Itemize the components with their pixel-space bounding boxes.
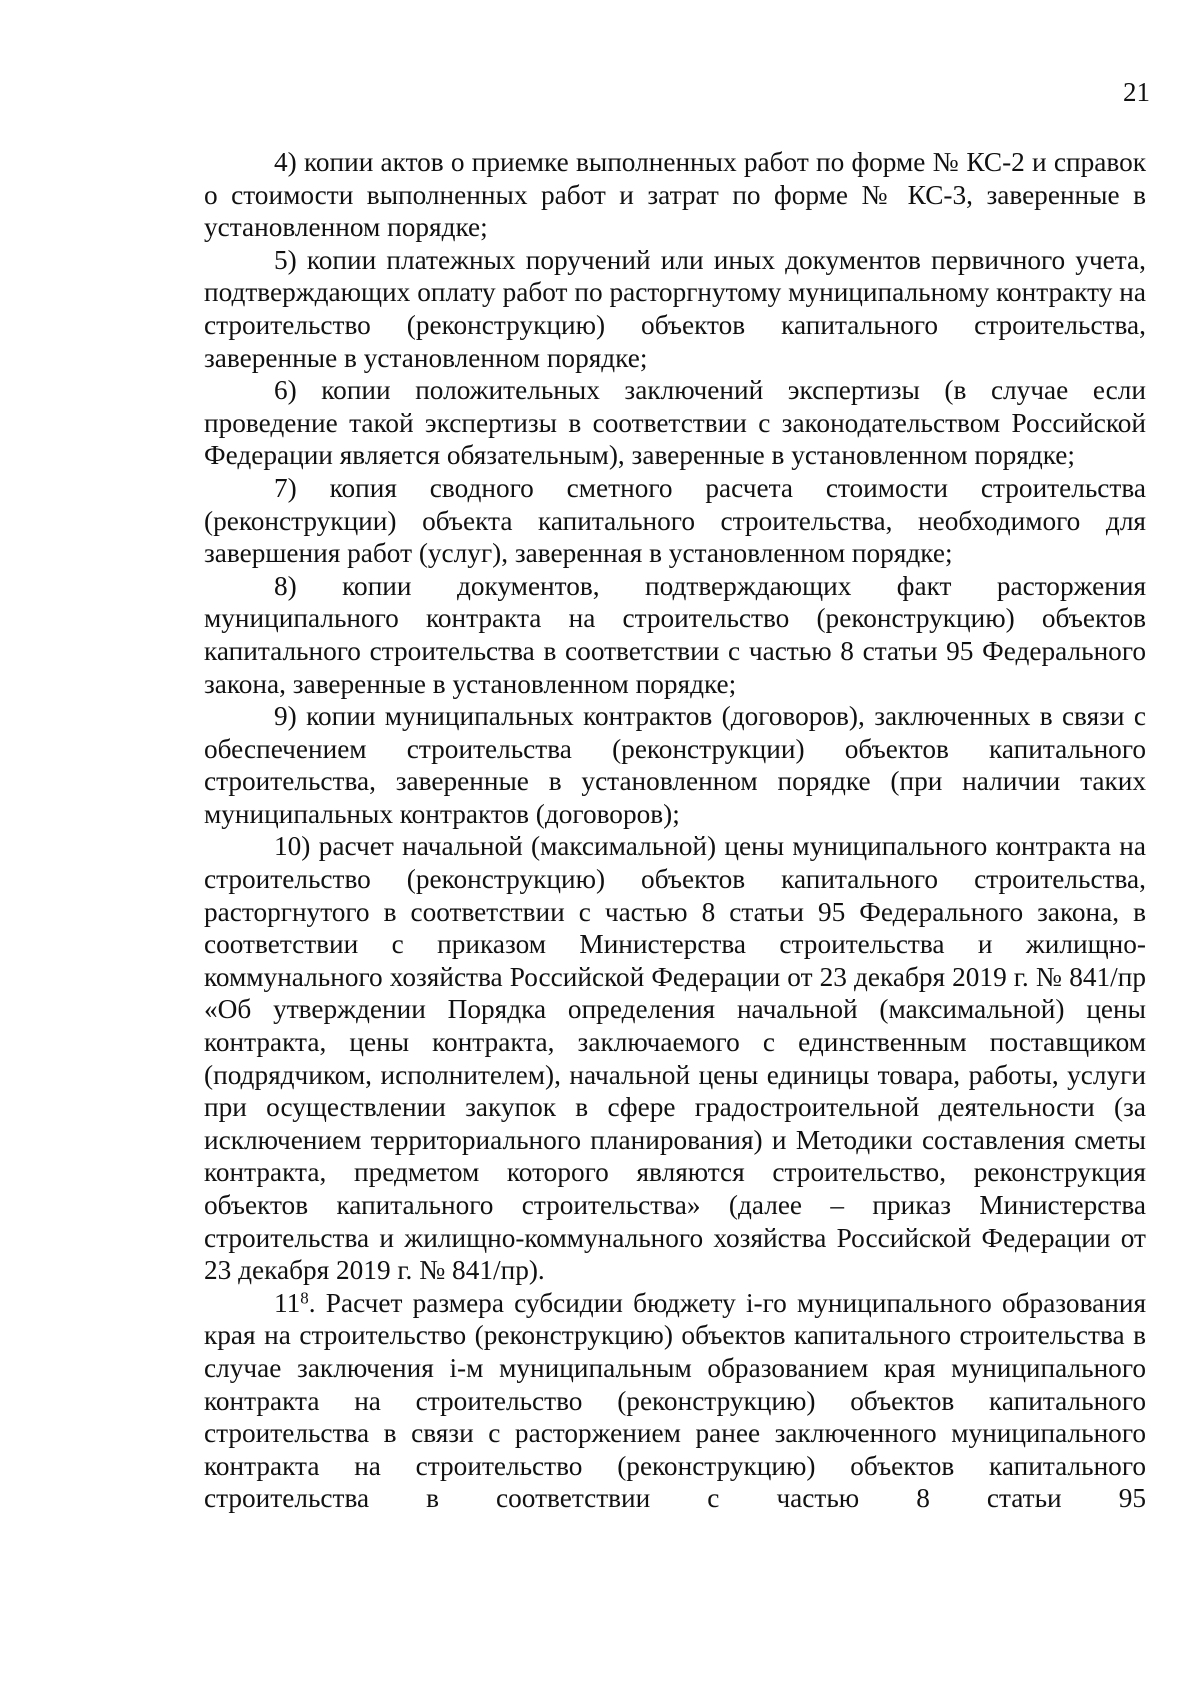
list-item-7: 7) копия сводного сметного расчета стоимости строительства (реконструкции) объекта капитального строительства, необходимого для завершения работ (услуг), заверенная в установленном порядке;	[204, 472, 1146, 569]
section-11-number: 11	[274, 1287, 301, 1318]
list-item-6: 6) копии положительных заключений экспертизы (в случае если проведение такой экспертизы в соответствии с законодательством Российской Федерации является обязательным), заверенные в установленном порядке;	[204, 375, 1146, 471]
document-body	[204, 146, 1146, 1515]
list-item-4: 4) копии актов о приемке выполненных работ по форме № КС-2 и справок о стоимости выполненных работ и затрат по форме № КС-3, заверенные в установленном порядке;	[204, 147, 1146, 243]
list-item-10: 10) расчет начальной (максимальной) цены муниципального контракта на строительство (реконструкцию) объектов капитального строительства, расторгнутого в соответствии с частью 8 статьи 95 Федерального закона, в соответствии с приказом Министерства строительства и жилищно-коммунального хозяйства Российской Федерации от 23 декабря 2019 г. № 841/пр «Об утверждении Порядка определения начальной (максимальной) цены контракта, цены контракта, заключаемого с единственным поставщиком (подрядчиком, исполнителем), начальной цены единицы товара, работы, услуги при осуществлении закупок в сфере градостроительной деятельности (за исключением территориального планирования) и Методики составления сметы контракта, предметом которого являются строительство, реконструкция объектов капитального строительства» (далее – приказ Министерства строительства и жилищно-коммунального хозяйства Российской Федерации от 23 декабря 2019 г. № 841/пр).	[204, 831, 1146, 1286]
list-item-9: 9) копии муниципальных контрактов (договоров), заключенных в связи с обеспечением строительства (реконструкции) объектов капитального строительства, заверенные в установленном порядке (при наличии таких муниципальных контрактов (договоров);	[204, 701, 1146, 829]
section-11-text: . Расчет размера субсидии бюджету i-го муниципального образования края на строительство (реконструкцию) объектов капитального строительства в случае заключения i-м муниципальным образованием края муниципального контракта на строительство (реконструкцию) объектов капитального строительства в связи с расторжением ранее заключенного муниципального контракта на строительство (реконструкцию) объектов капитального строительства в соответствии с частью 8 статьи 95	[204, 1287, 1146, 1514]
section-11-superscript: 8	[300, 1288, 309, 1308]
section-11-paragraph	[204, 1287, 1146, 1515]
page-number: 21	[1123, 77, 1150, 107]
list-item-8: 8) копии документов, подтверждающих факт расторжения муниципального контракта на строительство (реконструкцию) объектов капитального строительства в соответствии с частью 8 статьи 95 Федерального закона, заверенные в установленном порядке;	[204, 570, 1146, 699]
list-item-5: 5) копии платежных поручений или иных документов первичного учета, подтверждающих оплату работ по расторгнутому муниципальному контракту на строительство (реконструкцию) объектов капитального строительства, заверенные в установленном порядке;	[204, 244, 1146, 373]
